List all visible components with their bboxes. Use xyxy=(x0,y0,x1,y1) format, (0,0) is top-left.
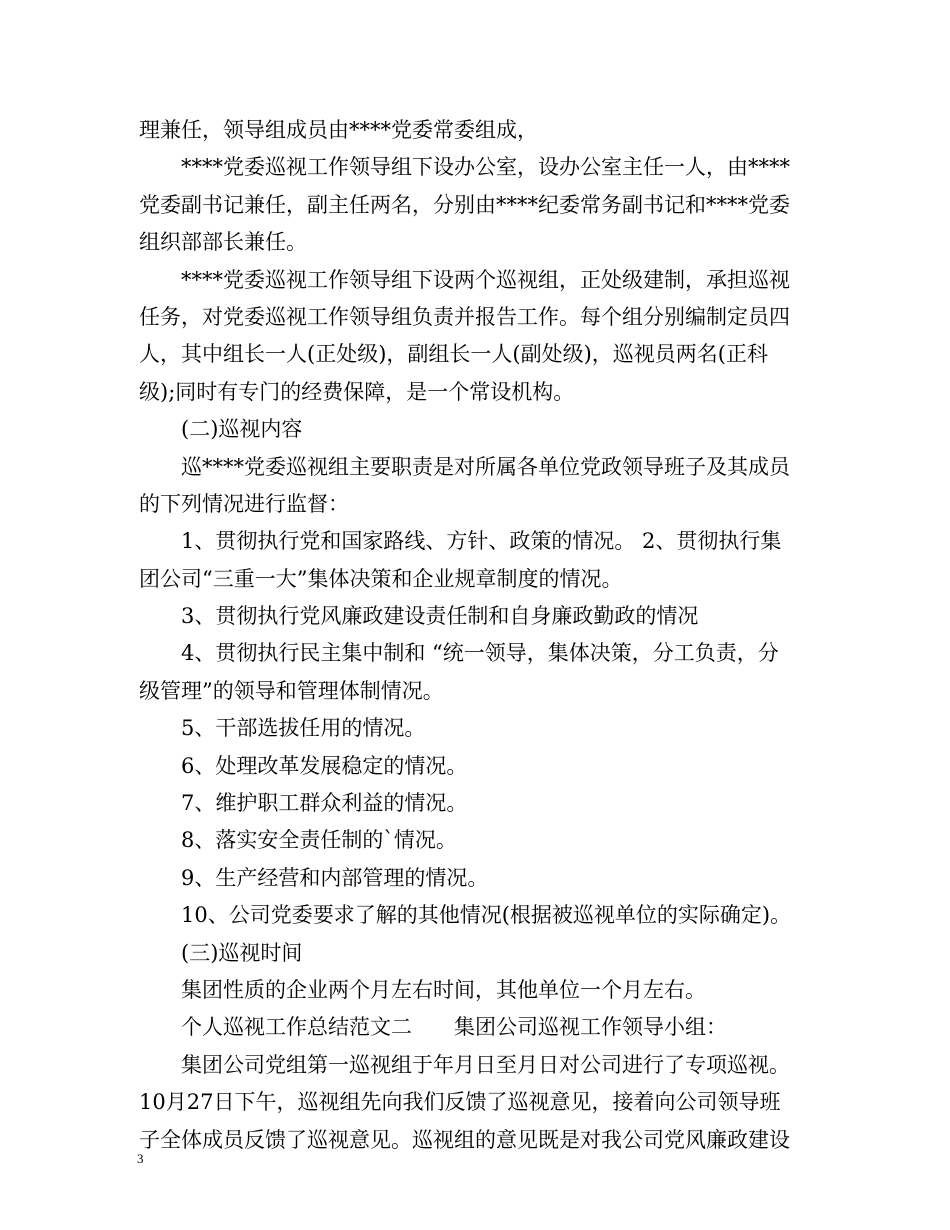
text-line: 巡****党委巡视组主要职责是对所属各单位党政领导班子及其成员 xyxy=(181,454,790,479)
text-line: 5、干部选拔任用的情况。 xyxy=(181,716,426,741)
text-line: 理兼任，领导组成员由****党委常委组成， xyxy=(139,118,538,142)
text-line: 集团性质的企业两个月左右时间，其他单位一个月左右。 xyxy=(181,977,706,1002)
text-line: 9、生产经营和内部管理的情况。 xyxy=(181,865,489,890)
document-body xyxy=(139,112,829,1159)
text-line: 任务，对党委巡视工作领导组负责并报告工作。每个组分别编制定员四 xyxy=(139,304,790,329)
page-number: 3 xyxy=(137,1151,144,1166)
text-line: 4、贯彻执行民主集中制和 “统一领导，集体决策，分工负责，分 xyxy=(181,641,779,666)
text-line: ****党委巡视工作领导组下设办公室，设办公室主任一人，由**** xyxy=(181,155,790,180)
text-line: 的下列情况进行监督： xyxy=(139,491,349,516)
text-line: 个人巡视工作总结范文二 集团公司巡视工作领导小组： xyxy=(181,1015,727,1040)
text-line: 6、处理改革发展稳定的情况。 xyxy=(181,753,468,778)
text-line: 8、落实安全责任制的`情况。 xyxy=(181,828,457,853)
text-line: 人，其中组长一人(正处级)，副组长一人(副处级)，巡视员两名(正科 xyxy=(139,342,768,367)
text-line: 子全体成员反馈了巡视意见。巡视组的意见既是对我公司党风廉政建设 xyxy=(139,1127,790,1152)
text-line: 级);同时有专门的经费保障，是一个常设机构。 xyxy=(139,379,575,404)
text-line: 7、维护职工群众利益的情况。 xyxy=(181,791,468,816)
text-line: 集团公司党组第一巡视组于年月日至月日对公司进行了专项巡视。 xyxy=(181,1052,790,1077)
text-line: (二)巡视内容 xyxy=(181,417,303,442)
text-line: 1、贯彻执行党和国家路线、方针、政策的情况。 2、贯彻执行集 xyxy=(181,529,782,554)
text-line: 组织部部长兼任。 xyxy=(139,230,307,255)
text-line: (三)巡视时间 xyxy=(181,940,303,965)
text-line: 级管理”的领导和管理体制情况。 xyxy=(139,678,444,703)
text-line: 10、公司党委要求了解的其他情况(根据被巡视单位的实际确定)。 xyxy=(181,903,792,928)
text-line: 团公司“三重一大”集体决策和企业规章制度的情况。 xyxy=(139,566,623,591)
text-line: 10月27日下午，巡视组先向我们反馈了巡视意见，接着向公司领导班 xyxy=(139,1090,781,1115)
text-line: ****党委巡视工作领导组下设两个巡视组，正处级建制，承担巡视 xyxy=(181,267,790,292)
text-line: 3、贯彻执行党风廉政建设责任制和自身廉政勤政的情况 xyxy=(181,604,699,629)
text-line: 党委副书记兼任，副主任两名，分别由****纪委常务副书记和****党委 xyxy=(139,192,790,217)
